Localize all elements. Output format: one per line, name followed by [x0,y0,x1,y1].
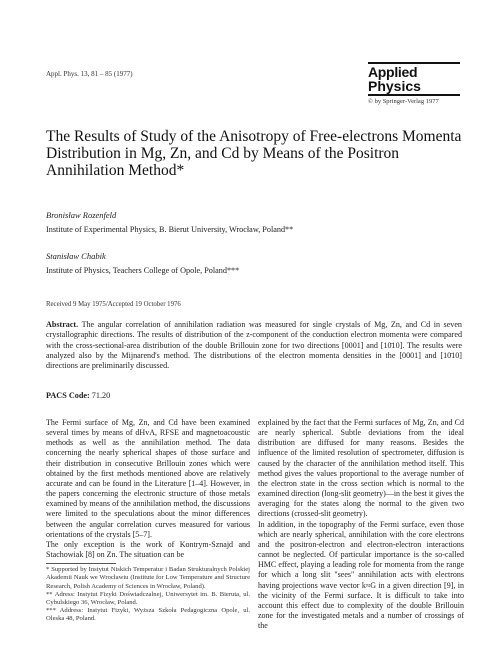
body-column-right [258,418,464,631]
abstract-text: The angular correlation of annihilation radiation was measured for single crystals of Mg, Zn, and Cd in seven crystallographic directions. The results of distribution of the z-component of the conduction electron momenta were compared with the cross-sectional-area distribution of the double Brillouin zone for two directions [0001] and [10̄10]. The results were analyzed also by the Mijnarend's method. The distributions of the electron momenta densities in the [0001] and [10̄10] directions are preliminarily discussed. [46,320,462,371]
abstract [46,320,462,371]
abstract-label: Abstract. [46,320,79,329]
footnote: *** Address: Instytut Fizyki, Wyższa Szkoła Pedagogiczna Opole, ul. Oleska 48, Poland. [46,607,250,623]
paper-title: The Results of Study of the Anisotropy of Free-electrons Momenta Distribution in Mg, Zn, and Cd by Means of the Positron Annihilation Method* [46,128,462,179]
body-paragraph: In addition, in the topography of the Fermi surface, even those which are nearly spherical, annihilation with the core electrons and the positron-electron and electron-electron interactions cannot be neglected. Of particular importance is the so-called HMC effect, playing a leading role for momenta from the range for which a long slit "sees" annihilation acts with electrons having projections wave vector k≈G in a given direction [9], in the vicinity of the Fermi surface. It is difficult to take into account this effect due to complexity of the double Brillouin zone for the investigated metals and a number of crossings of the [258,519,464,631]
footnote: ** Adress: Instytut Fizyki Doświadczalnej, Uniwersytet im. B. Bieruta, ul. Cybulskiego 36, Wrocław, Poland. [46,590,250,606]
copyright-notice: © by Springer-Verlag 1977 [368,98,439,105]
pacs-code [46,391,110,400]
author-affiliation-2: Institute of Physics, Teachers College of Opole, Poland*** [46,266,240,275]
body-paragraph: The only exception is the work of Kontrym-Sznajd and Stachowiak [8] on Zn. The situation can be [46,539,250,560]
received-dates: Received 9 May 1975/Accepted 19 October 1976 [46,301,181,308]
journal-logo-line2: Physics [368,79,460,96]
footnote-divider [46,563,116,564]
pacs-value: 71.20 [91,391,111,400]
journal-logo-line1: Applied [368,62,460,79]
citation-line: Appl. Phys. 13, 81 – 85 (1977) [46,70,133,78]
body-paragraph: The Fermi surface of Mg, Zn, and Cd have been examined several times by means of dHvA, RFSE and magnetoacoustic methods as well as the annihilation method. The data concerning the nearly spherical shapes of those surface and their distribution in consecutive Brillouin zones which were obtained by the first methods mentioned above are relatively accurate and can be found in the Literature [1–4]. However, in the papers concerning the electronic structure of those metals examined by means of the annihilation method, the discussions were limited to the speculations about the minor differences between the angular correlation curves measured for various orientations of the crystals [5–7]. [46,418,250,539]
author-name-2: Stanisław Chabik [46,251,106,261]
author-name-1: Bronisław Rozenfeld [46,210,117,220]
journal-logo [368,62,460,105]
body-column-left [46,418,250,624]
footnote: * Supported by Instytut Niskich Temperatur i Badan Strukturalnych Polskiej Akademii Nauk we Wrocławiu (Institute for Low Temperature and Structure Research, Polish Academy of Sciences in Wrocław, Poland). [46,566,250,590]
footnotes [46,566,250,623]
body-paragraph: explained by the fact that the Fermi surfaces of Mg, Zn, and Cd are nearly spherical. Subtle deviations from the ideal distribution are diffused for many reasons. Besides the influence of the limited resolution of spectrometer, diffusion is caused by the character of the annihilation method itself. This method gives the values proportional to the average number of the electron state in the cross section which is normal to the examined direction (long-slit geometry)—in the best it gives the averaging for the states along the normal to the given two directions (crossed-slit geometry). [258,418,464,519]
pacs-label: PACS Code: [46,391,90,400]
author-affiliation-1: Institute of Experimental Physics, B. Bierut University, Wrocław, Poland** [46,225,294,234]
